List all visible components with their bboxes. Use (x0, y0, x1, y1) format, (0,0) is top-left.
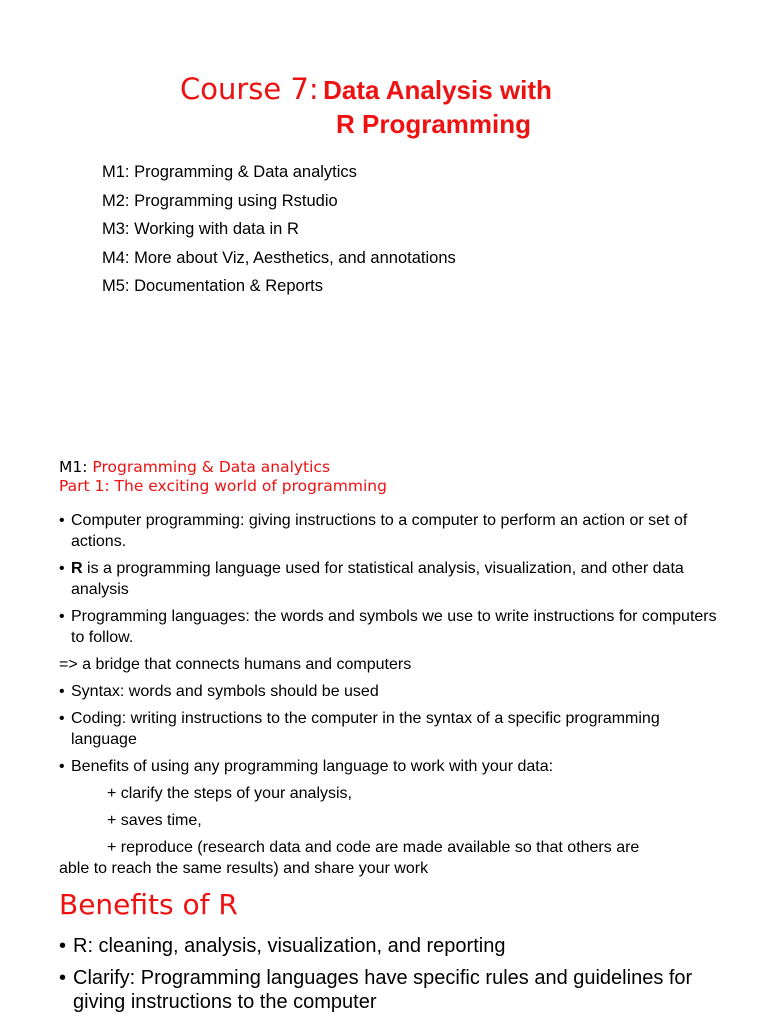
bullet-item (59, 756, 719, 777)
module-title: Programming & Data analytics (92, 458, 331, 476)
bullet-text: is a programming language used for statistical analysis, visualization, and other data analysis (71, 560, 684, 598)
bullet-text: Syntax: words and symbols should be used (71, 683, 379, 700)
bullet-dot-icon: • (59, 710, 65, 727)
bullet-bold-text: R (71, 560, 83, 577)
module-item: M4: More about Viz, Aesthetics, and annotations (102, 248, 456, 267)
bullet-list (59, 510, 719, 879)
bullet-dot-icon: • (59, 967, 67, 989)
bullet-item (59, 558, 719, 600)
bullet-item (59, 966, 739, 1014)
bullet-text: Computer programming: giving instructions to a computer to perform an action or set of actions. (71, 512, 688, 550)
sub-point: + clarify the steps of your analysis, (107, 785, 352, 802)
bullet-dot-icon: • (59, 608, 65, 625)
benefits-of-r-slide (0, 880, 768, 1024)
bullet-item (59, 708, 719, 750)
module-heading (59, 458, 387, 496)
module-list (102, 160, 456, 303)
bullet-text: Benefits of using any programming language to work with your data: (71, 758, 554, 775)
bullet-text: Coding: writing instructions to the computer in the syntax of a specific programming language (71, 710, 660, 748)
bullet-dot-icon: • (59, 935, 67, 957)
bullet-dot-icon: • (59, 512, 65, 529)
module-prefix: M1: (59, 458, 88, 476)
module-item: M5: Documentation & Reports (102, 277, 324, 296)
module-item: M2: Programming using Rstudio (102, 191, 338, 210)
bullet-text: R: cleaning, analysis, visualization, and reporting (73, 935, 506, 957)
bridge-line: => a bridge that connects humans and computers (59, 656, 412, 673)
module-item: M1: Programming & Data analytics (102, 163, 357, 181)
sub-point: + reproduce (research data and code are made available so that others are (107, 839, 640, 856)
bullet-text: Clarify: Programming languages have specific rules and guidelines for giving instructions to the computer (73, 967, 693, 1013)
sub-point: + saves time, (107, 812, 202, 829)
bullet-dot-icon: • (59, 758, 65, 775)
course-overview-slide (0, 0, 768, 440)
bullet-item (59, 606, 719, 648)
module-1-slide (0, 452, 768, 877)
bullet-dot-icon: • (59, 683, 65, 700)
bullet-dot-icon: • (59, 560, 65, 577)
bullet-text: Programming languages: the words and symbols we use to write instructions for computers to follow. (71, 608, 717, 646)
course-title-part-1: Data Analysis with (323, 75, 552, 105)
slide-title-line-1 (180, 72, 552, 106)
slide-title: Benefits of R (59, 888, 238, 921)
course-title-part-2: R Programming (336, 109, 532, 139)
bullet-item (59, 934, 739, 958)
bullet-item (59, 510, 719, 552)
module-item: M3: Working with data in R (102, 220, 299, 239)
course-number: Course 7: (180, 72, 319, 106)
sub-point-continuation: able to reach the same results) and share your work (59, 860, 429, 877)
bullet-item (59, 681, 719, 702)
part-title: Part 1: The exciting world of programming (59, 477, 387, 495)
bullet-list (59, 934, 739, 1022)
